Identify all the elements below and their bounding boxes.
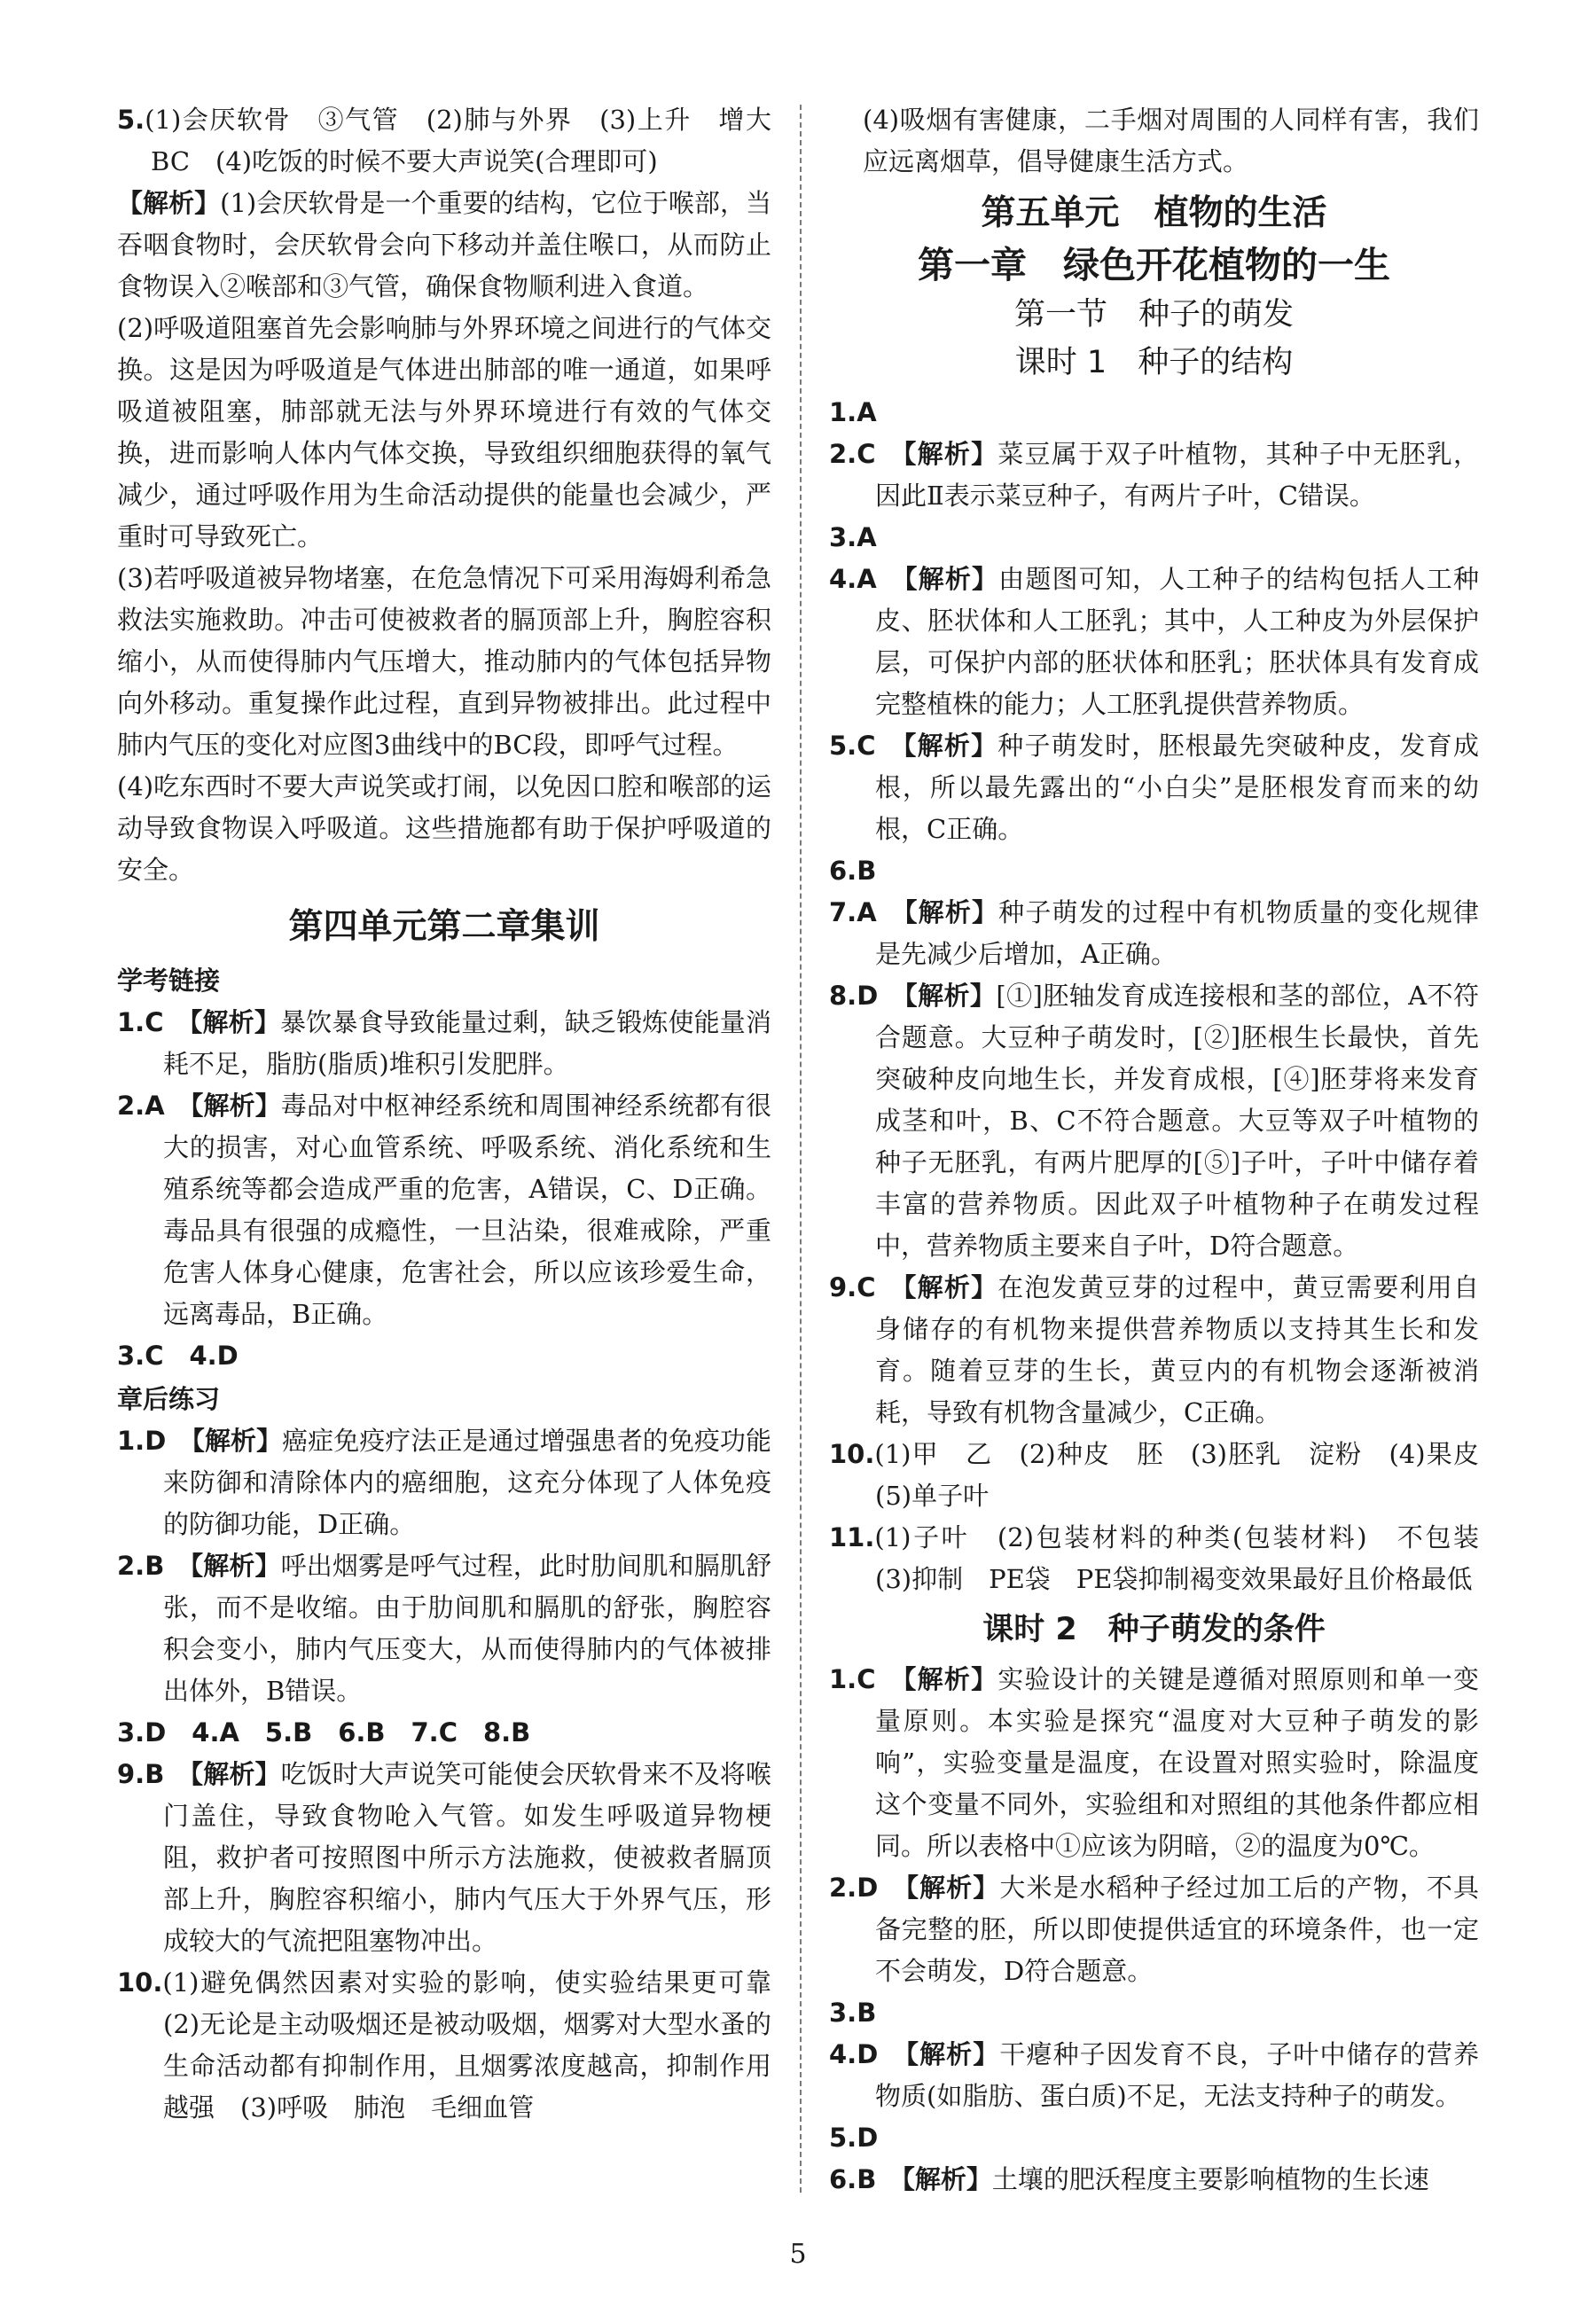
- item-answer: (1)子叶 (2)包装材料的种类(包装材料) 不包装 (3)抑制 PE袋 PE袋抑制褐变效果最好且价格最低: [874, 1522, 1506, 1594]
- analysis-tag: 【解析】: [190, 1091, 281, 1121]
- analysis-text: 由题图可知，人工种子的结构包括人工种皮、胚状体和人工胚乳；其中，人工种皮为外层保护层，可保护内部的胚状体和胚乳；胚状体具有发育成完整植株的能力；人工胚乳提供营养物质。: [875, 564, 1479, 719]
- item-number: 10.: [829, 1439, 875, 1469]
- analysis-tag: 【解析】: [902, 2164, 992, 2194]
- item-number: 5.: [117, 105, 145, 135]
- subheading-xuekao: 学考链接: [117, 966, 221, 996]
- section-heading: 第一节 种子的萌发: [1013, 297, 1294, 332]
- item-number: 3.A: [829, 522, 877, 552]
- analysis-text: 大米是水稻种子经过加工后的产物，不具备完整的胚，所以即使提供适宜的环境条件，也一定不会萌发，D符合题意。: [875, 1873, 1479, 1986]
- analysis-text: 暴饮暴食导致能量过剩，缺乏锻炼使能量消耗不足，脂肪(脂质)堆积引发肥胖。: [163, 1007, 771, 1079]
- answer-item: [829, 392, 1479, 434]
- right-column: [829, 99, 1506, 2201]
- answer-item: [829, 1867, 1479, 1992]
- analysis-text: 癌症免疫疗法正是通过增强患者的免疫功能来防御和清除体内的癌细胞，这充分体现了人体免疫的防御功能，D正确。: [163, 1426, 771, 1539]
- answer-item: [117, 1420, 771, 1545]
- analysis-tag: 【解析】: [189, 1007, 280, 1037]
- item-number: 9.B: [117, 1759, 165, 1789]
- subheading-zhanghou: 章后练习: [117, 1384, 221, 1414]
- unit-heading: 第五单元 植物的生活: [981, 193, 1327, 233]
- answer-item: [829, 1659, 1479, 1867]
- column-divider: [800, 105, 802, 2193]
- analysis-tag: 【解析】: [904, 981, 997, 1011]
- answer-line: 3.C 4.D: [117, 1341, 239, 1371]
- item-number: 2.D: [829, 1873, 879, 1903]
- analysis-tag: 【解析】: [190, 1759, 281, 1789]
- answer-item: [117, 1085, 771, 1335]
- answer-item: [829, 559, 1479, 725]
- answer-item: [117, 1002, 771, 1085]
- item-number: 1.A: [829, 397, 877, 427]
- analysis-tag: 【解析】: [190, 1551, 281, 1581]
- chapter-review-heading: 第四单元第二章集训: [288, 907, 600, 947]
- analysis-tag: 【解析】: [903, 1272, 998, 1302]
- answer-item: [829, 1267, 1479, 1434]
- analysis-text: 土壤的肥沃程度主要影响植物的生长速: [991, 2164, 1429, 2194]
- item-number: 8.D: [829, 981, 879, 1011]
- answer-item: [117, 1754, 771, 1962]
- answer-item: [829, 725, 1479, 850]
- analysis-text: 种子萌发的过程中有机物质量的变化规律是先减少后增加，A正确。: [875, 897, 1479, 969]
- item-number: 6.B: [829, 856, 877, 886]
- analysis-text: 实验设计的关键是遵循对照原则和单一变量原则。本实验是探究“温度对大豆种子萌发的影响”，实验变量是温度，在设置对照实验时，除温度这个变量不同外，实验组和对照组的其他条件都应相同。所以表格中①应该为阴暗，②的温度为0℃。: [875, 1664, 1479, 1861]
- analysis-text: 在泡发黄豆芽的过程中，黄豆需要利用自身储存的有机物来提供营养物质以支持其生长和发育。随着豆芽的生长，黄豆内的有机物会逐渐被消耗，导致有机物含量减少，C正确。: [875, 1272, 1479, 1427]
- item-answer: (1)会厌软骨 ③气管 (2)肺与外界 (3)上升 增大 BC (4)吃饭的时候不要大声说笑(合理即可): [145, 105, 798, 176]
- answer-item: [829, 517, 1479, 559]
- answer-item: [829, 1517, 1506, 1600]
- lesson-heading-1: 课时 1 种子的结构: [1014, 345, 1294, 380]
- answer-item: [829, 850, 1479, 892]
- answer-item: [117, 1545, 771, 1712]
- item-number: 5.C: [829, 731, 876, 761]
- analysis-tag: 【解析】: [903, 1664, 998, 1694]
- item-number: 7.A: [829, 897, 877, 927]
- lesson1-answers: [829, 392, 1479, 1434]
- answer-item-5: [117, 99, 798, 183]
- item-number: 4.A: [829, 564, 877, 594]
- analysis-text: 呼出烟雾是呼气过程，此时肋间肌和膈肌舒张，而不是收缩。由于肋间肌和膈肌的舒张，胸腔容积会变小，肺内气压变大，从而使得肺内的气体被排出体外，B错误。: [163, 1551, 771, 1706]
- analysis-text: (1)会厌软骨是一个重要的结构，它位于喉部，当吞咽食物时，会厌软骨会向下移动并盖住喉口，从而防止食物误入②喉部和③气管，确保食物顺利进入食道。: [117, 188, 771, 301]
- analysis-tag: 【解析】: [904, 564, 999, 594]
- analysis-paragraph: (2)呼吸道阻塞首先会影响肺与外界环境之间进行的气体交换。这是因为呼吸道是气体进出肺部的唯一通道，如果呼吸道被阻塞，肺部就无法与外界环境进行有效的气体交换，进而影响人体内气体交换，导致组织细胞获得的氧气减少，通过呼吸作用为生命活动提供的能量也会减少，严重时可导致死亡。: [117, 313, 771, 551]
- item-answer: (1)甲 乙 (2)种皮 胚 (3)胚乳 淀粉 (4)果皮 (5)单子叶: [874, 1439, 1506, 1511]
- analysis-tag: 【解析】: [117, 188, 221, 218]
- analysis-tag: 【解析】: [905, 1873, 1000, 1903]
- analysis-text: 干瘪种子因发育不良，子叶中储存的营养物质(如脂肪、蛋白质)不足，无法支持种子的萌发。: [875, 2039, 1479, 2111]
- chapter-heading: 第一章 绿色开花植物的一生: [918, 244, 1390, 286]
- item-number: 9.C: [829, 1272, 876, 1302]
- analysis-tag: 【解析】: [903, 731, 998, 761]
- analysis-text: 菜豆属于双子叶植物，其种子中无胚乳，因此Ⅱ表示菜豆种子，有两片子叶，C错误。: [875, 439, 1479, 511]
- item-number: 5.D: [829, 2123, 879, 2153]
- item-number: 2.B: [117, 1551, 165, 1581]
- answer-item: [829, 892, 1479, 975]
- answer-item: [829, 1434, 1506, 1517]
- analysis-paragraph: (3)若呼吸道被异物堵塞，在危急情况下可采用海姆利希急救法实施救助。冲击可使被救者的膈顶部上升，胸腔容积缩小，从而使得肺内气压增大，推动肺内的气体包括异物向外移动。重复操作此过程，直到异物被排出。此过程中肺内气压的变化对应图3曲线中的BC段，即呼气过程。: [117, 563, 771, 760]
- answer-line: 3.D 4.A 5.B 6.B 7.C 8.B: [117, 1717, 531, 1748]
- item-number: 1.D: [117, 1426, 167, 1456]
- analysis-tag: 【解析】: [904, 897, 999, 927]
- item-number: 4.D: [829, 2039, 879, 2069]
- lesson2-answers: [829, 1659, 1479, 2201]
- page-number: 5: [789, 2239, 807, 2270]
- item-number: 10.: [117, 1967, 163, 1998]
- answer-item: [829, 975, 1479, 1267]
- item-number: 6.B: [829, 2164, 877, 2194]
- analysis-paragraph: (4)吃东西时不要大声说笑或打闹，以免因口腔和喉部的运动导致食物误入呼吸道。这些措施都有助于保护呼吸道的安全。: [117, 771, 771, 885]
- item-number: 1.C: [829, 1664, 876, 1694]
- answer-item: [829, 1992, 1479, 2034]
- item-number: 11.: [829, 1522, 875, 1552]
- analysis-tag: 【解析】: [905, 2039, 1000, 2069]
- answer-item: [829, 2034, 1479, 2117]
- item-number: 1.C: [117, 1007, 164, 1037]
- answer-item: [117, 1962, 798, 2129]
- analysis-paragraph: [117, 183, 771, 308]
- item-number: 3.B: [829, 1998, 877, 2028]
- analysis-text: 吃饭时大声说笑可能使会厌软骨来不及将喉门盖住，导致食物呛入气管。如发生呼吸道异物梗阻，救护者可按照图中所示方法施救，使被救者膈顶部上升，胸腔容积缩小，肺内气压大于外界气压，形成较大的气流把阻塞物冲出。: [163, 1759, 771, 1956]
- analysis-tag: 【解析】: [192, 1426, 283, 1456]
- item-number: 2.A: [117, 1091, 165, 1121]
- left-column: [117, 99, 798, 2129]
- analysis-tag: 【解析】: [903, 439, 998, 469]
- lesson-heading-2: 课时 2 种子萌发的条件: [982, 1612, 1326, 1647]
- analysis-text: 毒品对中枢神经系统和周围神经系统都有很大的损害，对心血管系统、呼吸系统、消化系统和生殖系统等都会造成严重的危害，A错误，C、D正确。毒品具有很强的成瘾性，一旦沾染，很难戒除，严重危害人体身心健康，危害社会，所以应该珍爱生命，远离毒品，B正确。: [163, 1091, 771, 1329]
- answer-item: [829, 2117, 1479, 2159]
- answer-item: [829, 434, 1479, 517]
- item-number: 2.C: [829, 439, 876, 469]
- analysis-text: [①]胚轴发育成连接根和茎的部位，A不符合题意。大豆种子萌发时，[②]胚根生长最快，首先突破种皮向地生长，并发育成根，[④]胚芽将来发育成茎和叶，B、C不符合题意。大豆等双子叶植物的种子无胚乳，有两片肥厚的[⑤]子叶，子叶中储存着丰富的营养物质。因此双子叶植物种子在萌发过程中，营养物质主要来自子叶，D符合题意。: [875, 981, 1479, 1261]
- answer-item: [829, 2159, 1479, 2201]
- continued-answer: (4)吸烟有害健康，二手烟对周围的人同样有害，我们应远离烟草，倡导健康生活方式。: [863, 105, 1479, 176]
- analysis-text: 种子萌发时，胚根最先突破种皮，发育成根，所以最先露出的“小白尖”是胚根发育而来的幼根，C正确。: [875, 731, 1479, 844]
- item-answer: (1)避免偶然因素对实验的影响，使实验结果更可靠 (2)无论是主动吸烟还是被动吸烟，烟雾对大型水蚤的生命活动都有抑制作用，且烟雾浓度越高，抑制作用越强 (3)呼吸 肺泡 毛细血管: [162, 1967, 798, 2123]
